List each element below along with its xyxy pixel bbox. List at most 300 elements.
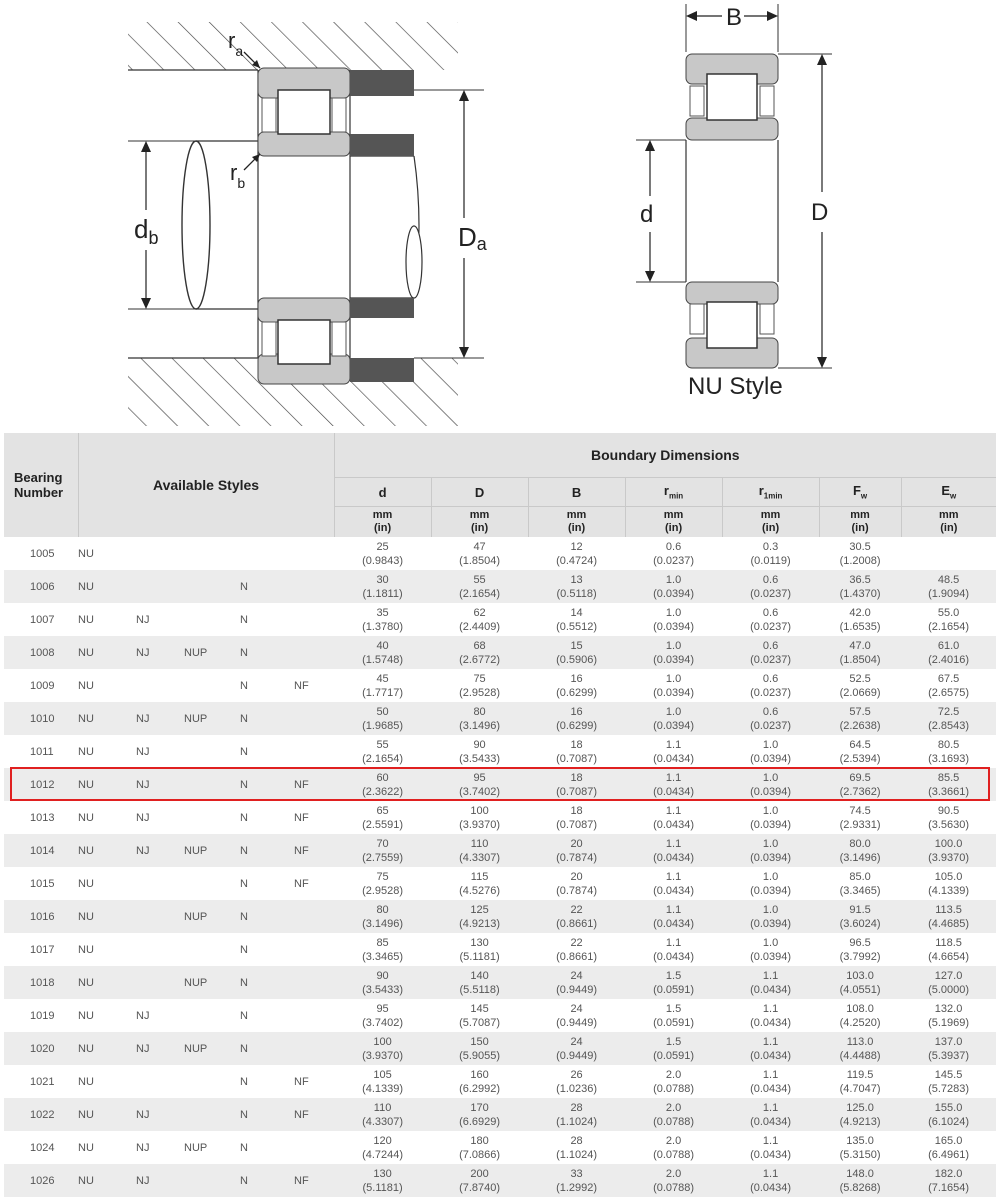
dim-d: 55 (2.1654) <box>362 738 404 765</box>
dim-r1min: 0.6 (0.0237) <box>722 636 819 669</box>
style-n: N <box>240 1009 248 1022</box>
style-nup <box>184 735 240 768</box>
style-nu: NU <box>78 1141 94 1154</box>
table-row <box>4 1065 996 1098</box>
unit-header-2: mm (in) <box>528 507 625 538</box>
style-nj: NJ <box>136 1009 150 1022</box>
dim-d: 47 (1.8504) <box>459 540 501 567</box>
bearing-number: 1016 <box>4 900 78 933</box>
style-nu: NU <box>78 613 94 626</box>
table-row <box>4 1131 996 1164</box>
style-nup <box>184 867 240 900</box>
dim-r1min: 1.0 (0.0394) <box>722 834 819 867</box>
style-nu: NU <box>78 679 94 692</box>
bearing-number: 1008 <box>4 636 78 669</box>
dim-b: 20 (0.7874) <box>556 870 598 897</box>
style-caption: NU Style <box>688 373 783 400</box>
bearing-number: 1014 <box>4 834 78 867</box>
dim-fw: 125.0 (4.9213) <box>819 1098 901 1131</box>
style-nj: NJ <box>136 811 150 824</box>
style-nj: NJ <box>136 1098 184 1131</box>
style-nj <box>136 867 184 900</box>
bearing-number: 1010 <box>4 702 78 735</box>
dim-fw: 85.0 (3.3465) <box>839 870 881 897</box>
dim-b: 18 (0.7087) <box>556 738 598 765</box>
unit-header-3: mm (in) <box>625 507 722 538</box>
style-nj: NJ <box>136 636 184 669</box>
style-nj: NJ <box>136 745 150 758</box>
dim-r1min: 1.1 (0.0434) <box>722 1032 819 1065</box>
style-nj <box>136 537 184 570</box>
dim-b: 22 (0.8661) <box>528 900 625 933</box>
dim-d: 90 (3.5433) <box>459 738 501 765</box>
style-nj: NJ <box>136 613 150 626</box>
bearing-number: 1012 <box>4 768 78 801</box>
dim-ew: 72.5 (2.8543) <box>901 702 996 735</box>
dim-d: 130 (5.1181) <box>334 1164 431 1197</box>
style-nf <box>294 537 334 570</box>
style-nj <box>136 933 184 966</box>
style-n: N <box>240 811 248 824</box>
dim-b: 16 (0.6299) <box>556 672 598 699</box>
dim-ew: 113.5 (4.4685) <box>901 900 996 933</box>
style-nup <box>184 768 240 801</box>
dim-d: 90 (3.5433) <box>334 966 431 999</box>
dim-d: 68 (2.6772) <box>431 636 528 669</box>
dim-d: 70 (2.7559) <box>334 834 431 867</box>
dim-r1min: 1.0 (0.0394) <box>722 768 819 801</box>
style-nu: NU <box>78 768 136 801</box>
bearing-number: 1018 <box>4 966 78 999</box>
dim-fw: 80.0 (3.1496) <box>819 834 901 867</box>
dim-ew: 90.5 (3.5630) <box>928 804 970 831</box>
dim-fw: 52.5 (2.0669) <box>839 672 881 699</box>
style-nf: NF <box>294 877 309 890</box>
dim-b: 24 (0.9449) <box>556 1002 598 1029</box>
dim-r1min: 1.1 (0.0434) <box>750 1068 792 1095</box>
bearing-number: 1026 <box>4 1164 78 1197</box>
dim-rmin: 2.0 (0.0788) <box>625 1164 722 1197</box>
style-nup <box>184 933 240 966</box>
bearing-number: 1006 <box>4 570 78 603</box>
table-row <box>4 999 996 1032</box>
table-row <box>4 801 996 834</box>
dim-b: 33 (1.2992) <box>528 1164 625 1197</box>
dim-ew: 61.0 (2.4016) <box>901 636 996 669</box>
style-nup <box>184 537 240 570</box>
bearing-number: 1009 <box>30 679 55 692</box>
column-header-1: D <box>431 478 528 507</box>
dim-d: 120 (4.7244) <box>362 1134 404 1161</box>
dim-ew: 85.5 (3.3661) <box>901 768 996 801</box>
style-nup: NUP <box>184 702 240 735</box>
style-nup: NUP <box>184 834 240 867</box>
style-nu: NU <box>78 1075 94 1088</box>
dim-d: 95 (3.7402) <box>362 1002 404 1029</box>
dim-r1min: 1.0 (0.0394) <box>750 804 792 831</box>
style-nf: NF <box>294 834 334 867</box>
dim-r1min: 0.6 (0.0237) <box>750 672 792 699</box>
column-header-0: d <box>334 478 431 507</box>
style-nup <box>184 999 240 1032</box>
dim-ew: 137.0 (5.3937) <box>901 1032 996 1065</box>
style-n: N <box>240 834 294 867</box>
dim-fw: 42.0 (1.6535) <box>839 606 881 633</box>
dim-rmin: 1.0 (0.0394) <box>625 636 722 669</box>
style-nj: NJ <box>136 1032 184 1065</box>
style-nj: NJ <box>136 1164 184 1197</box>
b-label: B <box>726 4 743 31</box>
table-row <box>4 636 996 669</box>
style-nu: NU <box>78 702 136 735</box>
dim-d: 40 (1.5748) <box>334 636 431 669</box>
header-bearing-number: Bearing Number <box>4 433 78 537</box>
dim-fw: 64.5 (2.5394) <box>839 738 881 765</box>
dim-rmin: 1.0 (0.0394) <box>625 702 722 735</box>
style-nup <box>184 1065 240 1098</box>
style-nu: NU <box>78 877 94 890</box>
style-nf <box>294 735 334 768</box>
dim-d: 25 (0.9843) <box>362 540 404 567</box>
bearing-number: 1013 <box>30 811 55 824</box>
dim-fw: 47.0 (1.8504) <box>819 636 901 669</box>
style-nu: NU <box>78 966 136 999</box>
table-row <box>4 867 996 900</box>
bearing-number: 1017 <box>30 943 55 956</box>
dim-d: 160 (6.2992) <box>459 1068 501 1095</box>
style-nup: NUP <box>184 900 240 933</box>
style-n: N <box>240 1032 294 1065</box>
dim-d: 62 (2.4409) <box>459 606 501 633</box>
dim-ew: 145.5 (5.7283) <box>928 1068 970 1095</box>
table-row <box>4 702 996 735</box>
dim-d: 170 (6.6929) <box>431 1098 528 1131</box>
style-nu: NU <box>78 547 94 560</box>
dim-ew: 182.0 (7.1654) <box>901 1164 996 1197</box>
style-nj <box>136 669 184 702</box>
dim-fw: 36.5 (1.4370) <box>819 570 901 603</box>
unit-header-6: mm (in) <box>901 507 996 538</box>
dim-d: 75 (2.9528) <box>362 870 404 897</box>
dim-r1min: 1.0 (0.0394) <box>750 936 792 963</box>
dim-r1min: 1.1 (0.0434) <box>750 1002 792 1029</box>
dim-rmin: 1.1 (0.0434) <box>625 768 722 801</box>
mounting-drawing <box>128 22 488 426</box>
style-nj <box>136 1065 184 1098</box>
dim-b: 18 (0.7087) <box>556 804 598 831</box>
style-n: N <box>240 1141 248 1154</box>
nu-style-drawing <box>636 4 832 400</box>
dim-rmin: 1.1 (0.0434) <box>625 834 722 867</box>
style-nf: NF <box>294 1164 334 1197</box>
style-nup <box>184 1164 240 1197</box>
dim-b: 12 (0.4724) <box>556 540 598 567</box>
dim-r1min: 0.6 (0.0237) <box>750 606 792 633</box>
dim-ew: 80.5 (3.1693) <box>928 738 970 765</box>
dim-rmin: 1.1 (0.0434) <box>653 936 695 963</box>
table-row <box>4 768 996 801</box>
dim-rmin: 1.1 (0.0434) <box>653 738 695 765</box>
dim-d: 150 (5.9055) <box>431 1032 528 1065</box>
style-n: N <box>240 613 248 626</box>
style-n: N <box>240 943 248 956</box>
dim-fw: 30.5 (1.2008) <box>839 540 881 567</box>
dim-d: 50 (1.9685) <box>334 702 431 735</box>
style-nf: NF <box>294 768 334 801</box>
dim-d: 200 (7.8740) <box>431 1164 528 1197</box>
dim-ew: 132.0 (5.1969) <box>928 1002 970 1029</box>
style-n: N <box>240 636 294 669</box>
table-row <box>4 735 996 768</box>
dim-rmin: 2.0 (0.0788) <box>625 1098 722 1131</box>
style-n: N <box>240 745 248 758</box>
table-row <box>4 900 996 933</box>
dim-rmin: 1.1 (0.0434) <box>653 870 695 897</box>
table-row <box>4 966 996 999</box>
dim-ew: 155.0 (6.1024) <box>901 1098 996 1131</box>
dim-d: 100 (3.9370) <box>334 1032 431 1065</box>
rb-label: $r_b$ <box>230 160 246 191</box>
dim-ew: 55.0 (2.1654) <box>928 606 970 633</box>
dim-d: 105 (4.1339) <box>362 1068 404 1095</box>
dim-r1min: 0.6 (0.0237) <box>722 702 819 735</box>
dim-fw: 103.0 (4.0551) <box>819 966 901 999</box>
style-nup: NUP <box>184 1141 208 1154</box>
dim-rmin: 2.0 (0.0788) <box>653 1068 695 1095</box>
style-n: N <box>240 679 248 692</box>
style-nu: NU <box>78 1098 136 1131</box>
dim-ew: 67.5 (2.6575) <box>928 672 970 699</box>
style-nj: NJ <box>136 834 184 867</box>
style-nf <box>294 636 334 669</box>
style-nup: NUP <box>184 636 240 669</box>
table-row <box>4 834 996 867</box>
dim-d: 95 (3.7402) <box>431 768 528 801</box>
dim-d: 80 (3.1496) <box>431 702 528 735</box>
style-n: N <box>240 768 294 801</box>
dim-b: 14 (0.5512) <box>556 606 598 633</box>
style-nup <box>184 1098 240 1131</box>
big-d-label: D <box>811 199 829 226</box>
dim-r1min: 1.0 (0.0394) <box>750 870 792 897</box>
style-n: N <box>240 702 294 735</box>
dim-d: 75 (2.9528) <box>459 672 501 699</box>
table-row <box>4 1032 996 1065</box>
dim-d: 145 (5.7087) <box>459 1002 501 1029</box>
style-nf <box>294 966 334 999</box>
dim-d: 55 (2.1654) <box>431 570 528 603</box>
db-label: $d_b$ <box>134 214 159 248</box>
style-nup <box>184 801 240 834</box>
style-nu: NU <box>78 943 94 956</box>
bearing-number: 1020 <box>4 1032 78 1065</box>
dim-r1min: 1.0 (0.0394) <box>750 738 792 765</box>
dim-d: 65 (2.5591) <box>362 804 404 831</box>
header-boundary-dimensions: Boundary Dimensions <box>334 433 996 478</box>
style-n <box>240 537 294 570</box>
column-header-6: $E_w$ <box>901 478 996 507</box>
bearing-number: 1019 <box>30 1009 55 1022</box>
dim-b: 20 (0.7874) <box>528 834 625 867</box>
unit-header-5: mm (in) <box>819 507 901 538</box>
dim-fw: 119.5 (4.7047) <box>839 1068 881 1095</box>
dim-rmin: 1.5 (0.0591) <box>625 1032 722 1065</box>
dim-d: 35 (1.3780) <box>362 606 404 633</box>
style-nj: NJ <box>136 768 184 801</box>
style-n: N <box>240 900 294 933</box>
dim-b: 28 (1.1024) <box>556 1134 598 1161</box>
dim-r1min: 1.1 (0.0434) <box>722 1164 819 1197</box>
d-label: d <box>640 201 654 228</box>
bearing-spec-table <box>4 433 996 1197</box>
style-nu: NU <box>78 570 136 603</box>
dim-d: 45 (1.7717) <box>362 672 404 699</box>
ra-label: $r_a$ <box>228 28 244 59</box>
style-nu: NU <box>78 811 94 824</box>
style-nu: NU <box>78 745 94 758</box>
bearing-number: 1022 <box>4 1098 78 1131</box>
dim-rmin: 0.6 (0.0237) <box>653 540 695 567</box>
dim-d: 80 (3.1496) <box>334 900 431 933</box>
style-nup: NUP <box>184 966 240 999</box>
style-nf <box>294 1131 334 1164</box>
column-header-5: $F_w$ <box>819 478 901 507</box>
style-nup <box>184 570 240 603</box>
dim-fw: 148.0 (5.8268) <box>819 1164 901 1197</box>
dim-d: 100 (3.9370) <box>459 804 501 831</box>
style-n: N <box>240 877 248 890</box>
bearing-number: 1021 <box>30 1075 55 1088</box>
column-header-4: $r_{1min}$ <box>722 478 819 507</box>
dim-ew: 48.5 (1.9094) <box>901 570 996 603</box>
style-nf: NF <box>294 1098 334 1131</box>
dim-r1min: 0.6 (0.0237) <box>722 570 819 603</box>
table-row <box>4 537 996 570</box>
dim-b: 28 (1.1024) <box>528 1098 625 1131</box>
dim-b: 18 (0.7087) <box>528 768 625 801</box>
dim-fw: 69.5 (2.7362) <box>819 768 901 801</box>
style-nf <box>294 702 334 735</box>
dim-rmin: 2.0 (0.0788) <box>653 1134 695 1161</box>
unit-header-0: mm (in) <box>334 507 431 538</box>
dim-rmin: 1.0 (0.0394) <box>653 606 695 633</box>
style-nf <box>294 999 334 1032</box>
style-nf: NF <box>294 679 309 692</box>
dim-d: 110 (4.3307) <box>334 1098 431 1131</box>
table-row <box>4 933 996 966</box>
dim-d: 110 (4.3307) <box>431 834 528 867</box>
style-nj <box>136 900 184 933</box>
style-nf <box>294 1032 334 1065</box>
dim-fw: 91.5 (3.6024) <box>819 900 901 933</box>
style-nj: NJ <box>136 1141 150 1154</box>
table-row <box>4 1098 996 1131</box>
dim-fw: 96.5 (3.7992) <box>839 936 881 963</box>
bearing-number: 1007 <box>30 613 55 626</box>
dim-b: 15 (0.5906) <box>528 636 625 669</box>
dim-r1min: 1.0 (0.0394) <box>722 900 819 933</box>
dim-d: 115 (4.5276) <box>459 870 501 897</box>
dim-fw: 108.0 (4.2520) <box>839 1002 881 1029</box>
dim-d: 30 (1.1811) <box>334 570 431 603</box>
dim-r1min: 0.3 (0.0119) <box>750 540 791 567</box>
style-nf <box>294 603 334 636</box>
dim-ew: 105.0 (4.1339) <box>928 870 970 897</box>
dim-b: 24 (0.9449) <box>528 1032 625 1065</box>
dim-ew <box>901 537 996 570</box>
style-nf <box>294 933 334 966</box>
style-nup <box>184 669 240 702</box>
da-label: Da <box>458 222 487 254</box>
style-nu: NU <box>78 1164 136 1197</box>
dim-fw: 57.5 (2.2638) <box>819 702 901 735</box>
unit-header-4: mm (in) <box>722 507 819 538</box>
unit-header-1: mm (in) <box>431 507 528 538</box>
dim-fw: 135.0 (5.3150) <box>839 1134 881 1161</box>
style-n: N <box>240 1098 294 1131</box>
dim-rmin: 1.5 (0.0591) <box>625 966 722 999</box>
style-nup <box>184 603 240 636</box>
table-row <box>4 1164 996 1197</box>
style-n: N <box>240 966 294 999</box>
style-nf: NF <box>294 1075 309 1088</box>
style-nu: NU <box>78 1009 94 1022</box>
table-row <box>4 669 996 702</box>
style-nf <box>294 570 334 603</box>
bearing-number: 1024 <box>30 1141 55 1154</box>
dim-d: 85 (3.3465) <box>362 936 404 963</box>
dim-r1min: 1.1 (0.0434) <box>722 1098 819 1131</box>
bearing-diagram <box>0 0 1000 430</box>
bearing-number: 1005 <box>30 547 55 560</box>
dim-d: 60 (2.3622) <box>334 768 431 801</box>
dim-b: 26 (1.0236) <box>556 1068 598 1095</box>
dim-rmin: 1.5 (0.0591) <box>653 1002 695 1029</box>
dim-ew: 127.0 (5.0000) <box>901 966 996 999</box>
dim-rmin: 1.1 (0.0434) <box>653 804 695 831</box>
dim-b: 22 (0.8661) <box>556 936 598 963</box>
dim-ew: 165.0 (6.4961) <box>928 1134 970 1161</box>
dim-d: 140 (5.5118) <box>431 966 528 999</box>
dim-rmin: 1.0 (0.0394) <box>653 672 695 699</box>
style-nu: NU <box>78 834 136 867</box>
style-nf <box>294 900 334 933</box>
style-n: N <box>240 1164 294 1197</box>
header-available-styles: Available Styles <box>78 433 334 537</box>
dim-d: 180 (7.0866) <box>459 1134 501 1161</box>
dim-rmin: 1.1 (0.0434) <box>625 900 722 933</box>
column-header-3: $r_{min}$ <box>625 478 722 507</box>
table-row <box>4 603 996 636</box>
column-header-2: B <box>528 478 625 507</box>
dim-r1min: 1.1 (0.0434) <box>750 1134 792 1161</box>
dim-d: 130 (5.1181) <box>459 936 500 963</box>
dim-b: 24 (0.9449) <box>528 966 625 999</box>
bearing-number: 1011 <box>30 745 54 758</box>
bearing-number: 1015 <box>30 877 55 890</box>
table-row <box>4 570 996 603</box>
style-nj: NJ <box>136 702 184 735</box>
dim-ew: 100.0 (3.9370) <box>901 834 996 867</box>
style-nj <box>136 570 184 603</box>
style-nu: NU <box>78 900 136 933</box>
dim-rmin: 1.0 (0.0394) <box>625 570 722 603</box>
style-nup: NUP <box>184 1032 240 1065</box>
dim-fw: 113.0 (4.4488) <box>819 1032 901 1065</box>
style-n: N <box>240 1075 248 1088</box>
style-nu: NU <box>78 636 136 669</box>
dim-b: 16 (0.6299) <box>528 702 625 735</box>
